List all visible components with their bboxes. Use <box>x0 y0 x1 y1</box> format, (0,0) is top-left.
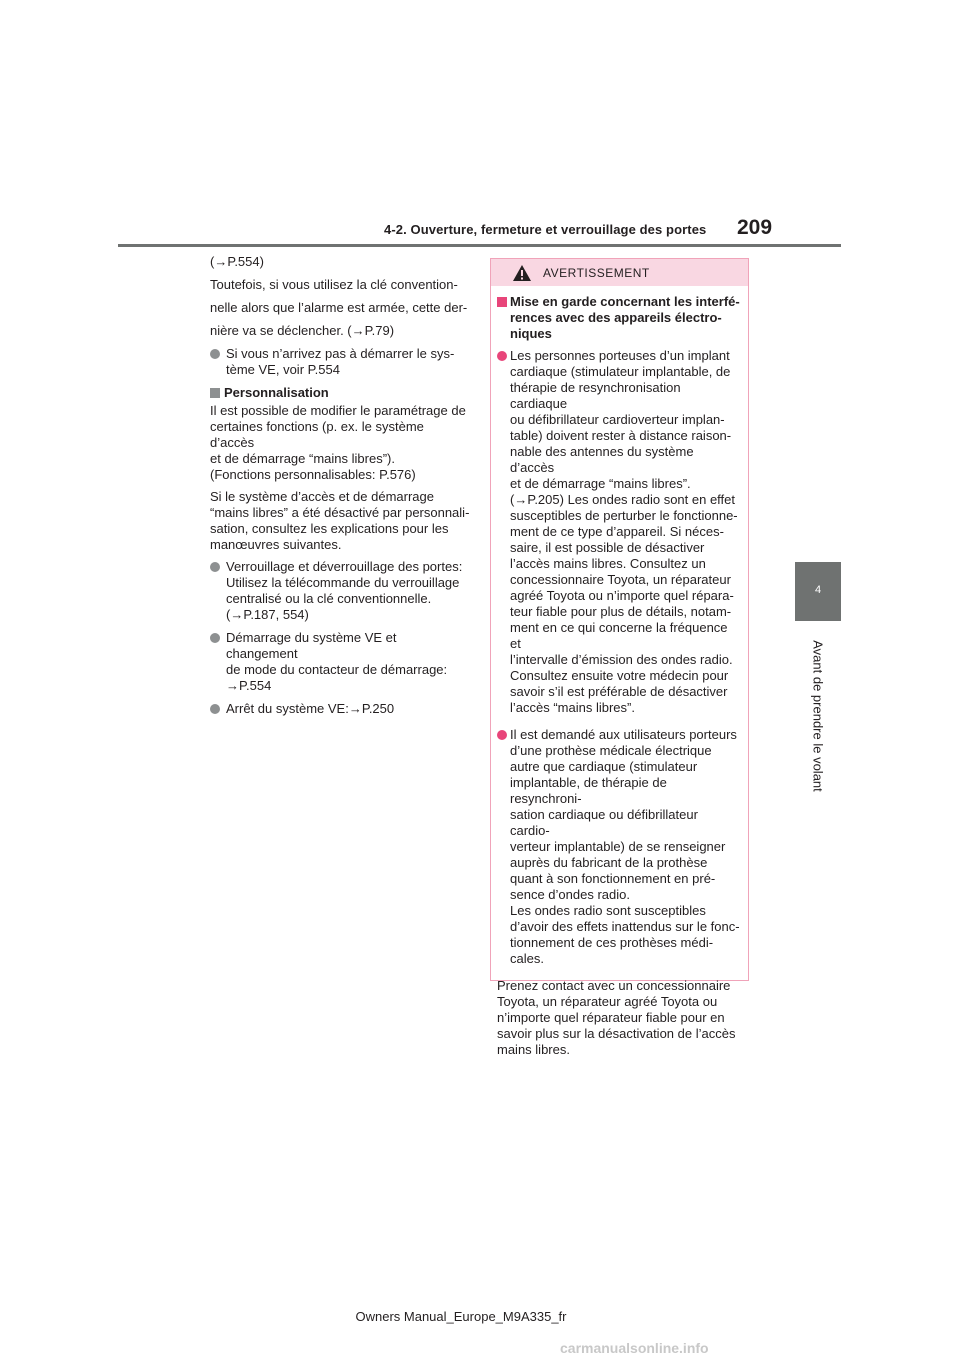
bullet-text: Démarrage du système VE et changement de mode du contacteur de démarrage: →P.554 <box>226 630 448 693</box>
chapter-title: Avant de prendre le volant <box>810 640 826 792</box>
warning-box <box>490 258 749 1057</box>
bullet-dot-icon <box>497 351 507 361</box>
warning-bullet-text: Les personnes porteuses d’un implant cardiaque (stimulateur implantable, de thérapie de resynchronisation cardiaque ou défibrillateur cardioverteur implan- table) doivent rester à distance raison- nable des antennes du système d’accès et de démarrage “mains libres”. (→P.205) Les ondes radio sont en effet susceptibles de perturber le fonctionne- ment de ce type d’appareil. Si néces- saire, il est possible de désactiver l’accès mains libres. Consultez un concessionnaire Toyota, un réparateur agréé Toyota ou n’importe quel répara- teur fiable pour plus de détails, notam- ment en ce qui concerne la fréquence et l’intervalle d’émission des ondes radio. Consultez ensuite votre médecin pour savoir s’il est préférable de désactiver l’accès “mains libres”. <box>510 348 738 715</box>
bullet-text: Si vous n’arrivez pas à démarrer le sys- tème VE, voir P.554 <box>226 346 455 377</box>
watermark: carmanualsonline.info <box>560 1340 709 1356</box>
warning-triangle-icon <box>512 264 532 282</box>
continuation-line: nelle alors que l’alarme est armée, cette der- <box>210 300 468 315</box>
paragraph: Il est possible de modifier le paramétrage de certaines fonctions (p. ex. le système d’accès et de démarrage “mains libres”). (Fonctions personnalisables: P.576) <box>210 403 466 482</box>
square-bullet-icon <box>497 297 507 307</box>
heading-text: Personnalisation <box>224 385 329 400</box>
warning-bullet-text: Il est demandé aux utilisateurs porteurs d’une prothèse médicale électrique autre que cardiaque (stimulateur implantable, de thérapie de resynchroni- sation cardiaque ou défibrillateur cardio- verteur implantable) de se renseigner auprès du fabricant de la prothèse quant à son fonctionnement en pré- sence d’ondes radio. Les ondes radio sont susceptibles d’avoir des effets inattendus sur le fonc- tionnement de ces prothèses médi- cales. <box>510 727 740 966</box>
bullet-item <box>210 346 470 378</box>
warning-heading-text: Mise en garde concernant les interfé- rences avec des appareils électro- niques <box>510 294 740 341</box>
section-title: 4-2. Ouverture, fermeture et verrouillage des portes <box>384 222 707 237</box>
left-column <box>210 254 470 724</box>
bullet-text: Arrêt du système VE:→P.250 <box>226 701 395 716</box>
footer <box>0 1309 960 1324</box>
paragraph: Si le système d’accès et de démarrage “mains libres” a été désactivé par personnali- sation, consultez les explications pour les manœuvres suivantes. <box>210 489 470 552</box>
bullet-text: Verrouillage et déverrouillage des portes: Utilisez la télécommande du verrouillage centralisé ou la clé conventionnelle. (→P.187, 554) <box>226 559 463 622</box>
warning-closing: Prenez contact avec un concessionnaire Toyota, un réparateur agréé Toyota ou n’importe quel réparateur fiable pour en savoir plus sur la désactivation de l’accès mains libres. <box>497 978 736 1057</box>
manual-name: Owners Manual_Europe_M9A335_fr <box>355 1309 567 1324</box>
warning-bullet <box>497 348 740 716</box>
warning-title: AVERTISSEMENT <box>543 266 650 280</box>
bullet-dot-icon <box>210 704 220 714</box>
bullet-item <box>210 701 470 717</box>
continuation-text <box>210 277 470 339</box>
bullet-dot-icon <box>210 349 220 359</box>
bullet-dot-icon <box>210 633 220 643</box>
chapter-tab: 4 <box>795 562 841 621</box>
bullet-item <box>210 630 470 694</box>
bullet-dot-icon <box>497 730 507 740</box>
xref-text: (→P.554) <box>210 254 264 269</box>
warning-bullet <box>497 727 740 967</box>
page-number: 209 <box>737 216 773 239</box>
bullet-dot-icon <box>210 562 220 572</box>
continuation-line: Toutefois, si vous utilisez la clé convention- <box>210 277 458 292</box>
continuation-line: nière va se déclencher. (→P.79) <box>210 323 395 338</box>
section-heading <box>210 385 470 401</box>
header-rule <box>118 244 841 247</box>
square-bullet-icon <box>210 388 220 398</box>
warning-header <box>491 259 748 286</box>
warning-heading <box>497 294 740 342</box>
warning-body <box>491 286 748 1058</box>
bullet-item <box>210 559 470 623</box>
